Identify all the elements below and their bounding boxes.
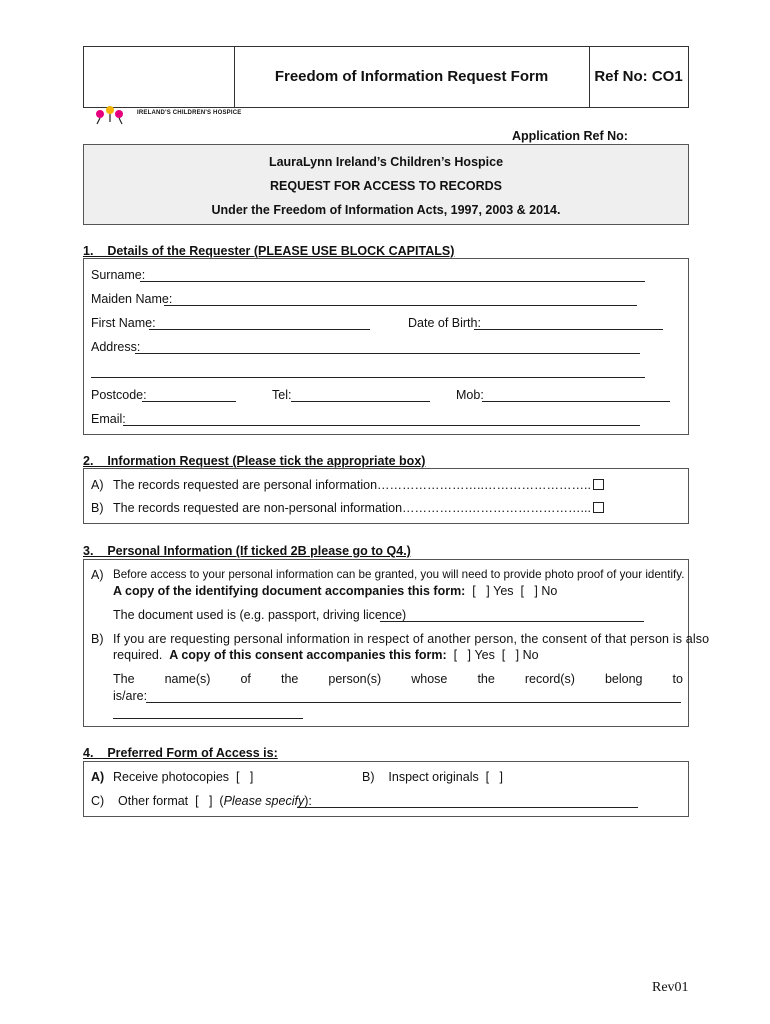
section-2-box	[83, 468, 689, 524]
names-word: to	[672, 672, 683, 686]
option-2a-label: A)	[91, 478, 104, 492]
names-word: the	[477, 672, 495, 686]
option-2b-checkbox[interactable]	[593, 502, 604, 513]
option-3b-label: B)	[91, 632, 104, 646]
logo-text: IRELAND'S CHILDREN'S HOSPICE	[137, 110, 242, 116]
tel-label: Tel:	[272, 388, 292, 402]
names-word: person(s)	[328, 672, 382, 686]
banner-line-1: LauraLynn Ireland’s Children’s Hospice	[268, 155, 504, 169]
option-4c-text[interactable]	[118, 794, 312, 808]
other-format-field[interactable]	[297, 807, 638, 808]
email-field[interactable]	[123, 425, 640, 426]
option-4c-desc: Other format [ ] (	[118, 794, 224, 808]
option-4a-text[interactable]: Receive photocopies [ ]	[113, 770, 254, 784]
names-word: whose	[411, 672, 448, 686]
option-3b-required: required.	[113, 648, 163, 662]
option-2a-desc: The records requested are personal information……………………..……………………..	[113, 478, 591, 492]
tel-field[interactable]	[291, 401, 430, 402]
first-name-label: First Name:	[91, 316, 156, 330]
surname-field[interactable]	[140, 281, 645, 282]
option-2a-checkbox[interactable]	[593, 479, 604, 490]
option-3b-line-1-text: If you are requesting personal information in respect of another person, the consent of that person is also	[113, 632, 710, 646]
header-table	[83, 46, 689, 108]
option-2b-label: B)	[91, 501, 104, 515]
option-4b-text[interactable]: B) Inspect originals [ ]	[362, 770, 504, 784]
names-field-2[interactable]	[113, 718, 303, 719]
dob-label: Date of Birth:	[408, 316, 481, 330]
names-word: The	[113, 672, 135, 686]
option-2b-desc: The records requested are non-personal information…………….………………………...	[113, 501, 591, 515]
names-word: record(s)	[524, 672, 575, 686]
names-field-1[interactable]	[146, 702, 681, 703]
surname-label: Surname:	[91, 268, 146, 282]
address-field-1[interactable]	[135, 353, 640, 354]
option-2a-text	[113, 478, 604, 492]
maiden-name-field[interactable]	[164, 305, 637, 306]
banner-line-3: Under the Freedom of Information Acts, 1997, 2003 & 2014.	[211, 203, 561, 217]
banner-box	[83, 144, 689, 225]
section-4-heading: 4. Preferred Form of Access is:	[83, 746, 278, 760]
application-ref-label: Application Ref No:	[512, 129, 628, 143]
names-word: belong	[604, 672, 643, 686]
names-line	[113, 672, 683, 686]
option-3b-line-2	[113, 648, 539, 662]
please-specify-label: Please specify	[223, 794, 305, 808]
option-3a-label: A)	[91, 568, 104, 582]
dob-field[interactable]	[474, 329, 663, 330]
maiden-name-label: Maiden Name:	[91, 292, 173, 306]
option-3a-yes-no[interactable]: [ ] Yes [ ] No	[465, 584, 558, 598]
ref-number: Ref No: CO1	[594, 68, 683, 85]
document-used-field[interactable]	[380, 621, 644, 622]
option-4a-label: A)	[91, 770, 105, 784]
postcode-label: Postcode:	[91, 388, 147, 402]
option-3a-line-1: Before access to your personal information can be granted, you will need to provide photo proof of your identify.	[113, 568, 685, 581]
mob-field[interactable]	[482, 401, 670, 402]
names-word: the	[280, 672, 299, 686]
email-label: Email:	[91, 412, 126, 426]
revision-label: Rev01	[652, 980, 689, 995]
option-3b-yes-no[interactable]: [ ] Yes [ ] No	[446, 648, 539, 662]
logo-cell	[84, 47, 235, 107]
first-name-field[interactable]	[149, 329, 370, 330]
document-used-label: The document used is (e.g. passport, driving licence)	[113, 608, 407, 622]
banner-line-2: REQUEST FOR ACCESS TO RECORDS	[270, 179, 502, 193]
mob-label: Mob:	[456, 388, 484, 402]
option-3a-line-2	[113, 584, 557, 598]
section-3-heading: 3. Personal Information (If ticked 2B please go to Q4.)	[83, 544, 411, 558]
option-3a-bold: A copy of the identifying document accompanies this form:	[113, 584, 466, 598]
address-field-2[interactable]	[91, 377, 645, 378]
hospice-logo-icon	[92, 104, 132, 128]
names-word: name(s)	[164, 672, 211, 686]
section-2-heading: 2. Information Request (Please tick the appropriate box)	[83, 454, 426, 468]
names-word: of	[240, 672, 251, 686]
form-title: Freedom of Information Request Form	[274, 68, 549, 85]
option-3b-bold: A copy of this consent accompanies this form:	[169, 648, 447, 662]
option-4c-end: ):	[304, 794, 312, 808]
address-label: Address:	[91, 340, 141, 354]
option-4c-label: C)	[91, 794, 105, 808]
section-1-heading: 1. Details of the Requester (PLEASE USE BLOCK CAPITALS)	[83, 244, 455, 258]
option-2b-text	[113, 501, 604, 515]
section-1-box	[83, 258, 689, 435]
postcode-field[interactable]	[142, 401, 236, 402]
option-3b-line-1	[113, 632, 710, 646]
isare-label: is/are:	[113, 689, 148, 703]
